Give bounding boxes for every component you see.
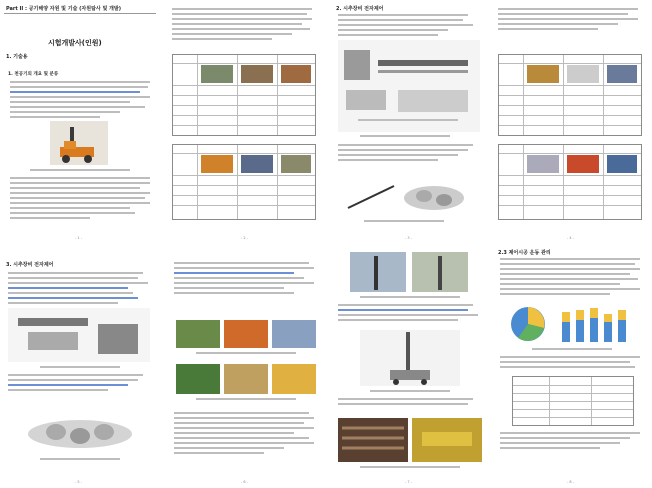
page-number: - 6 - [241, 480, 248, 484]
photo-strip-1 [176, 320, 316, 348]
page-header: Part II : 공기해양 자원 및 기술 (자원탐사 및 개발) [6, 6, 121, 12]
page-number: - 8 - [567, 480, 574, 484]
spec-table-3 [498, 54, 642, 136]
document-page-3 [330, 0, 490, 244]
spec-table-2 [172, 144, 316, 220]
spec-table-1 [172, 54, 316, 136]
document-page-6 [166, 244, 326, 488]
page-number: - 4 - [567, 236, 574, 240]
document-page-5 [0, 244, 160, 488]
page-number: - 5 - [75, 480, 82, 484]
header-rule [4, 13, 156, 14]
drill-machine-photo [50, 121, 108, 165]
drill-rig-diagram [8, 308, 150, 362]
drilling-diagram [338, 40, 480, 132]
section-heading: 2. 시추장비 전자제어 [336, 6, 384, 12]
spec-table-4 [498, 144, 642, 220]
document-page-1 [0, 0, 160, 244]
page-number: - 3 - [405, 236, 412, 240]
summary-table [512, 376, 634, 426]
page-number: - 1 - [75, 236, 82, 240]
document-page-7 [330, 244, 490, 488]
pipe-photos [338, 418, 482, 462]
photo-strip-2 [176, 364, 316, 394]
document-page-8 [492, 244, 652, 488]
page-number: - 2 - [241, 236, 248, 240]
page-title: 시험개발사(인원) [48, 39, 102, 47]
pie-and-bar-figure [502, 302, 642, 344]
document-page-4 [492, 0, 652, 244]
document-page-2 [166, 0, 326, 244]
section-heading: 1. 기술용 [6, 54, 28, 60]
section-heading: 3. 시추장비 전자제어 [6, 262, 54, 268]
drill-tower-photos [350, 252, 468, 292]
page-number: - 7 - [405, 480, 412, 484]
drill-bits-illustration [16, 412, 144, 452]
mast-rig-diagram [360, 330, 460, 386]
subsection-heading: 1. 천공기의 개요 및 분류 [8, 72, 59, 77]
section-heading: 2.3 제어시공 운동 관리 [498, 250, 551, 256]
drill-rods-illustration [344, 178, 474, 214]
